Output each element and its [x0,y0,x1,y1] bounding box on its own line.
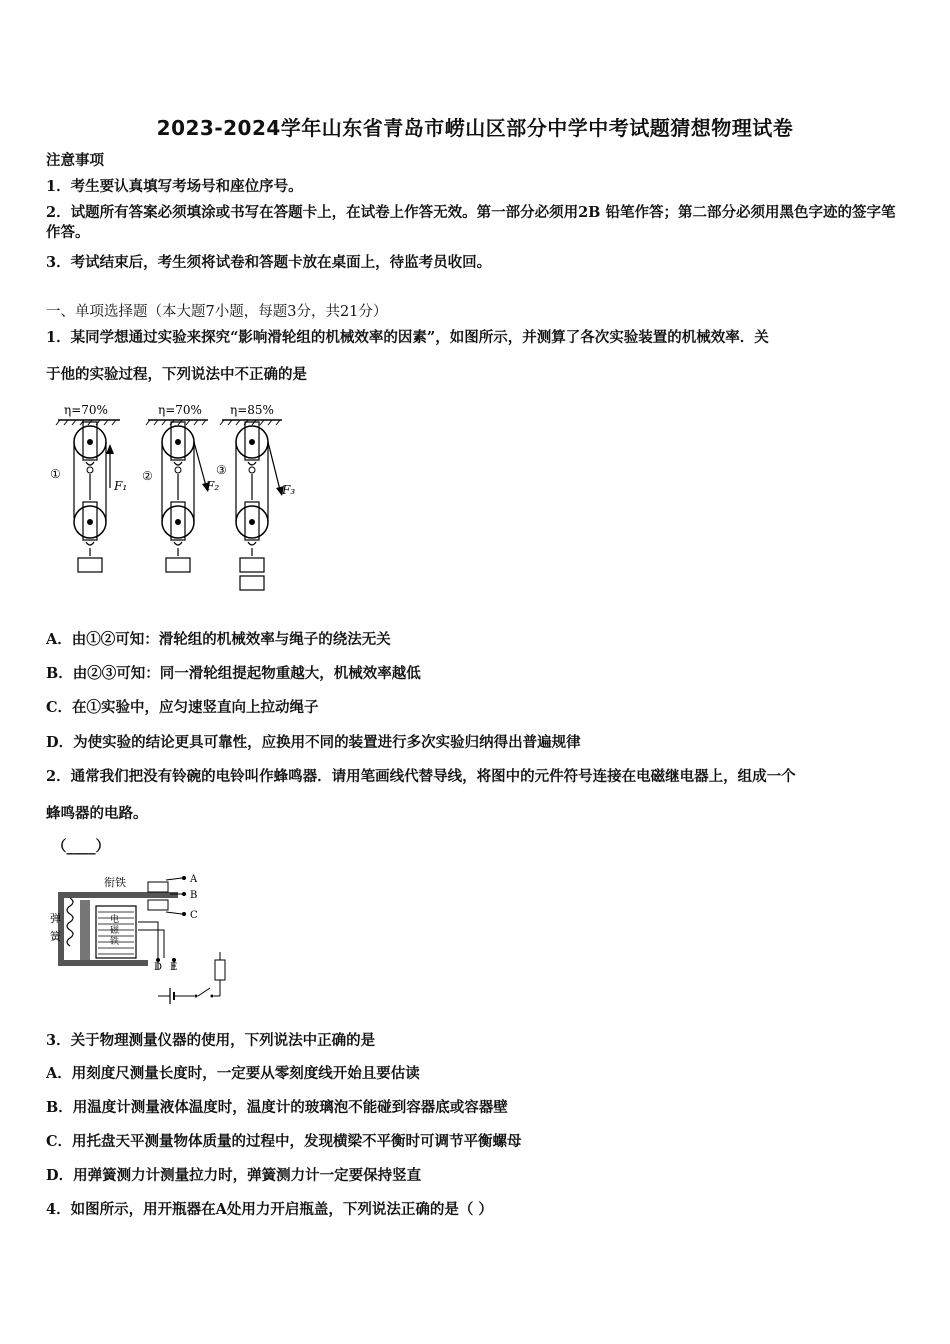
pulley-apparatus-3 [216,403,295,590]
efficiency-label-1: η=70% [64,403,108,417]
q3-option-a: A．用刻度尺测量长度时，一定要从零刻度线开始且要估读 [46,1065,420,1082]
pulley-apparatus-2 [142,403,219,572]
q1-option-a: A．由①②可知：滑轮组的机械效率与绳子的绕法无关 [46,631,391,648]
q1-option-c: C．在①实验中，应匀速竖直向上拉动绳子 [46,699,319,716]
relay-figure [46,870,236,1010]
core-label-3: 铁 [110,937,120,947]
apparatus-num-1: ① [50,467,61,481]
q3-option-c: C．用托盘天平测量物体质量的过程中，发现横梁不平衡时可调节平衡螺母 [46,1133,522,1150]
spring-label-2: 簧 [50,930,61,943]
notice-heading: 注意事项 [46,152,104,169]
q4-stem: 4．如图所示，用开瓶器在A处用力开启瓶盖，下列说法正确的是（ ） [46,1201,493,1218]
q1-option-b: B．由②③可知：同一滑轮组提起物重越大，机械效率越低 [46,665,421,682]
q3-option-b: B．用温度计测量液体温度时，温度计的玻璃泡不能碰到容器底或容器壁 [46,1099,508,1116]
efficiency-label-3: η=85% [230,403,274,417]
core-label-2: 磁 [110,926,120,936]
q1-stem-line2: 于他的实验过程，下列说法中不正确的是 [46,366,307,383]
spring-label-1: 弹 [50,912,61,925]
terminal-b: B [190,890,198,901]
terminal-a: A [190,874,198,885]
armature-label: 衔铁 [104,876,126,889]
q2-stem-line1: 2．通常我们把没有铃碗的电铃叫作蜂鸣器．请用笔画线代替导线，将图中的元件符号连接在电磁继电器上，组成一个 [46,768,796,785]
force-label-1: F₁ [114,479,128,493]
section-heading: 一、单项选择题（本大题7小题，每题3分，共21分） [46,304,388,320]
page-title: 2023-2024学年山东省青岛市崂山区部分中学中考试题猜想物理试卷 [156,116,794,140]
pulley-figure [50,398,310,608]
q1-option-d: D．为使实验的结论更具可靠性，应换用不同的装置进行多次实验归纳得出普遍规律 [46,734,581,751]
force-label-2: F₂ [206,479,220,493]
apparatus-num-3: ③ [216,463,227,477]
efficiency-label-2: η=70% [158,403,202,417]
pulley-apparatus-1 [50,403,127,572]
terminal-c: C [190,910,198,921]
terminal-e: E [170,962,178,973]
apparatus-num-2: ② [142,469,153,483]
notice-item-3: 3．考试结束后，考生须将试卷和答题卡放在桌面上，待监考员收回。 [46,254,492,271]
terminal-d: D [154,962,163,973]
notice-item-2: 2．试题所有答案必须填涂或书写在答题卡上，在试卷上作答无效。第一部分必须用2B 铅笔作答；第二部分必须用黑色字迹的签字笔作答。 [46,204,896,241]
q2-answer-blank: （____） [52,838,110,855]
notice-item-1: 1．考生要认真填写考场号和座位序号。 [46,178,303,195]
q1-stem-line1: 1．某同学想通过实验来探究“影响滑轮组的机械效率的因素”，如图所示，并测算了各次实验装置的机械效率．关 [46,329,769,346]
core-label-1: 电 [110,915,120,925]
q3-stem: 3．关于物理测量仪器的使用，下列说法中正确的是 [46,1032,376,1049]
q3-option-d: D．用弹簧测力计测量拉力时，弹簧测力计一定要保持竖直 [46,1167,422,1184]
q2-stem-line2: 蜂鸣器的电路。 [46,805,148,822]
force-label-3: F₃ [282,483,296,497]
